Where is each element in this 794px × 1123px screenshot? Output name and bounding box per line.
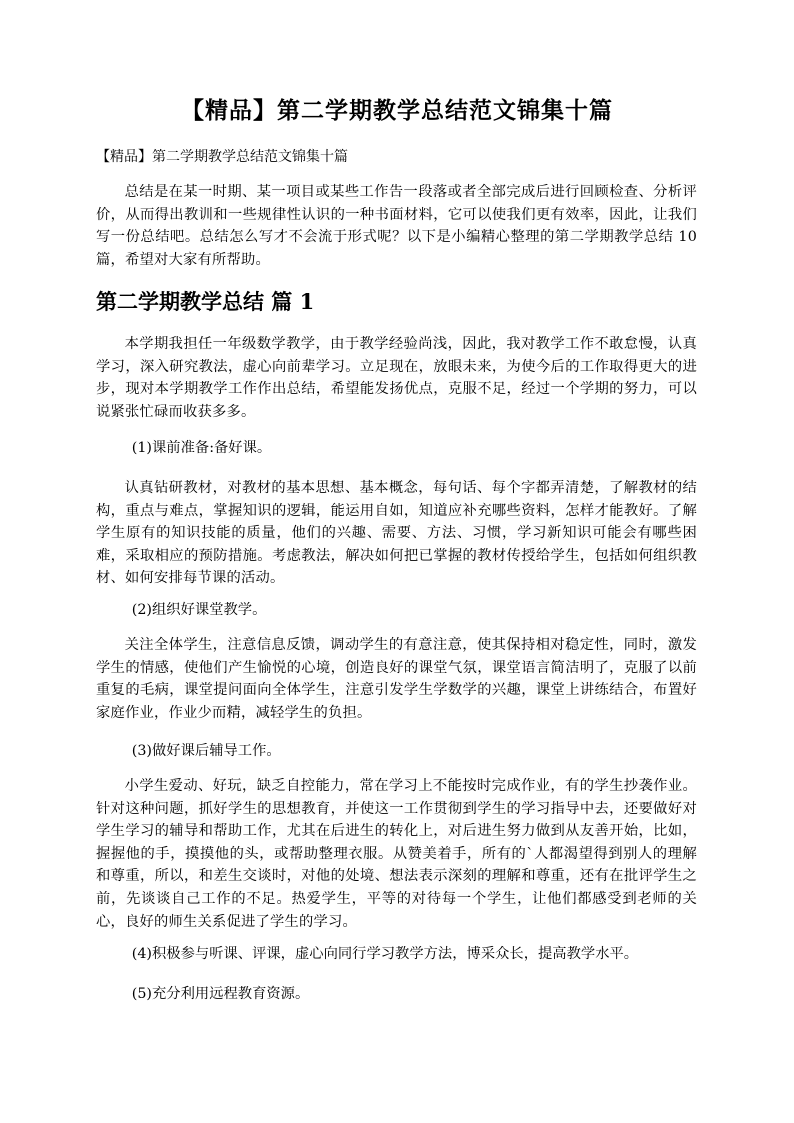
paragraph-4: 小学生爱动、好玩，缺乏自控能力，常在学习上不能按时完成作业，有的学生抄袭作业。针对这种问题，抓好学生的思想教育，并使这一工作贯彻到学生的学习指导中去，还要做好对学生学习的辅导和帮助工作，尤其在后进生的转化上，对后进生努力做到从友善开始，比如，握握他的手，摸摸他的头，或帮助整理衣服。从赞美着手，所有的`人都渴望得到别人的理解和尊重，所以，和差生交谈时，对他的处境、想法表示深刻的理解和尊重，还有在批评学生之前，先谈谈自己工作的不足。热爱学生，平等的对待每一个学生，让他们都感受到老师的关心，良好的师生关系促进了学生的学习。 xyxy=(96,778,697,930)
paragraph-2: 认真钻研教材，对教材的基本思想、基本概念，每句话、每个字都弄清楚，了解教材的结构，重点与难点，掌握知识的逻辑，能运用自如，知道应补充哪些资料，怎样才能教好。了解学生原有的知识技能的质量，他们的兴趣、需要、方法、习惯，学习新知识可能会有哪些困难，采取相应的预防措施。考虑教法，解决如何把已掌握的教材传授给学生，包括如何组织教材、如何安排每节课的活动。 xyxy=(96,480,697,587)
section-title: 第二学期教学总结 篇 1 xyxy=(96,289,315,314)
list-item-4: (4)积极参与听课、评课，虚心向同行学习教学方法，博采众长，提高教学水平。 xyxy=(131,946,639,962)
document-title: 【精品】第二学期教学总结范文锦集十篇 xyxy=(181,97,613,124)
list-item-3: (3)做好课后辅导工作。 xyxy=(131,743,281,759)
intro-paragraph: 总结是在某一时期、某一项目或某些工作告一段落或者全部完成后进行回顾检查、分析评价，从而得出教训和一些规律性认识的一种书面材料，它可以使我们更有效率，因此，让我们写一份总结吧。总结怎么写才不会流于形式呢？以下是小编精心整理的第二学期教学总结 10 篇，希望对大家有所帮助。 xyxy=(96,184,697,268)
list-item-5: (5)充分利用远程教育资源。 xyxy=(131,986,310,1002)
paragraph-3: 关注全体学生，注意信息反馈，调动学生的有意注意，使其保持相对稳定性，同时，激发学生的情感，使他们产生愉悦的心境，创造良好的课堂气氛，课堂语言简洁明了，克服了以前重复的毛病，课堂提问面向全体学生，注意引发学生学数学的兴趣，课堂上讲练结合，布置好家庭作业，作业少而精，减轻学生的负担。 xyxy=(96,637,697,721)
paragraph-1: 本学期我担任一年级数学教学，由于教学经验尚浅，因此，我对教学工作不敢怠慢，认真学习，深入研究教法，虚心向前辈学习。立足现在，放眼未来，为使今后的工作取得更大的进步，现对本学期教学工作作出总结，希望能发扬优点，克服不足，经过一个学期的努力，可以说紧张忙碌而收获多多。 xyxy=(96,336,697,420)
document-subtitle: 【精品】第二学期教学总结范文锦集十篇 xyxy=(96,149,348,165)
list-item-2: (2)组织好课堂教学。 xyxy=(131,602,267,618)
list-item-1: (1)课前准备:备好课。 xyxy=(131,440,272,456)
